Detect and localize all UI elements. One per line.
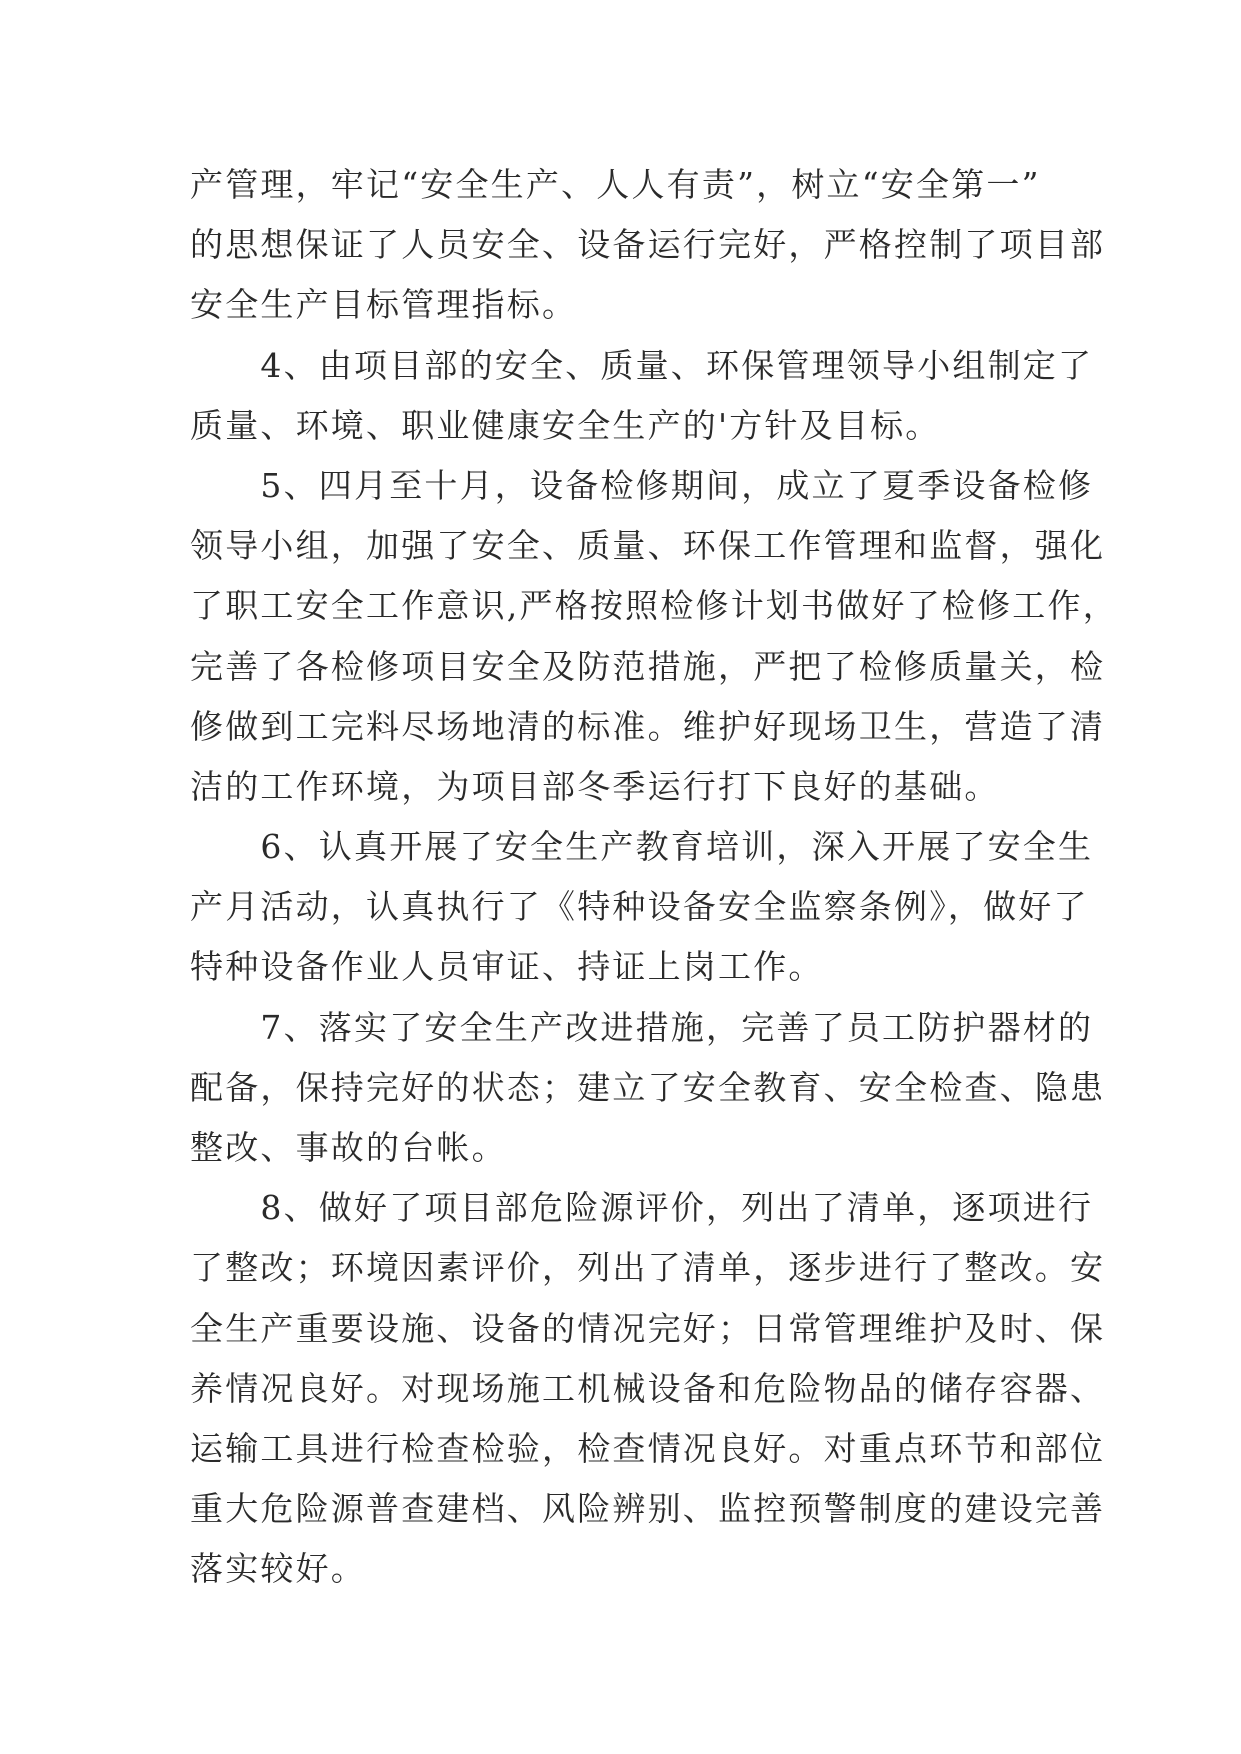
text-line: 养情况良好。对现场施工机械设备和危险物品的储存容器、: [190, 1368, 1106, 1408]
text-line: 重大危险源普查建档、风险辨别、监控预警制度的建设完善: [190, 1489, 1106, 1529]
text-line: 完善了各检修项目安全及防范措施，严把了检修质量关，检: [190, 646, 1106, 686]
text-line: 质量、环境、职业健康安全生产的'方针及目标。: [190, 405, 941, 445]
text-line: 领导小组，加强了安全、质量、环保工作管理和监督，强化: [190, 526, 1106, 566]
text-line: 配备，保持完好的状态；建立了安全教育、安全检查、隐患: [190, 1067, 1106, 1107]
text-line: 5、四月至十月，设备检修期间，成立了夏季设备检修: [190, 465, 1094, 505]
text-line: 整改、事故的台帐。: [190, 1128, 507, 1167]
text-line: 7、落实了安全生产改进措施，完善了员工防护器材的: [190, 1007, 1094, 1047]
text-line: 修做到工完料尽场地清的标准。维护好现场卫生，营造了清: [190, 706, 1106, 746]
text-line: 了整改；环境因素评价，列出了清单，逐步进行了整改。安: [190, 1248, 1106, 1288]
text-line: 产月活动，认真执行了《特种设备安全监察条例》，做好了: [190, 887, 1089, 927]
text-line: 运输工具进行检查检验，检查情况良好。对重点环节和部位: [190, 1428, 1106, 1468]
text-line: 的思想保证了人员安全、设备运行完好，严格控制了项目部: [190, 225, 1106, 265]
text-line: 落实较好。: [190, 1549, 366, 1589]
text-line: 特种设备作业人员审证、持证上岗工作。: [190, 947, 824, 987]
text-line: 洁的工作环境，为项目部冬季运行打下良好的基础。: [190, 766, 1000, 806]
text-line: 4、由项目部的安全、质量、环保管理领导小组制定了: [190, 345, 1094, 385]
text-line: 产管理，牢记“安全生产、人人有责”，树立“安全第一”: [190, 165, 1041, 204]
text-line: 了职工安全工作意识,严格按照检修计划书做好了检修工作，: [190, 586, 1118, 626]
document-body: [190, 155, 1118, 1600]
text-line: 全生产重要设施、设备的情况完好；日常管理维护及时、保: [190, 1308, 1106, 1348]
text-line: 6、认真开展了安全生产教育培训，深入开展了安全生: [190, 827, 1094, 867]
text-line: 8、做好了项目部危险源评价，列出了清单，逐项进行: [190, 1188, 1094, 1228]
text-line: 安全生产目标管理指标。: [190, 285, 578, 325]
